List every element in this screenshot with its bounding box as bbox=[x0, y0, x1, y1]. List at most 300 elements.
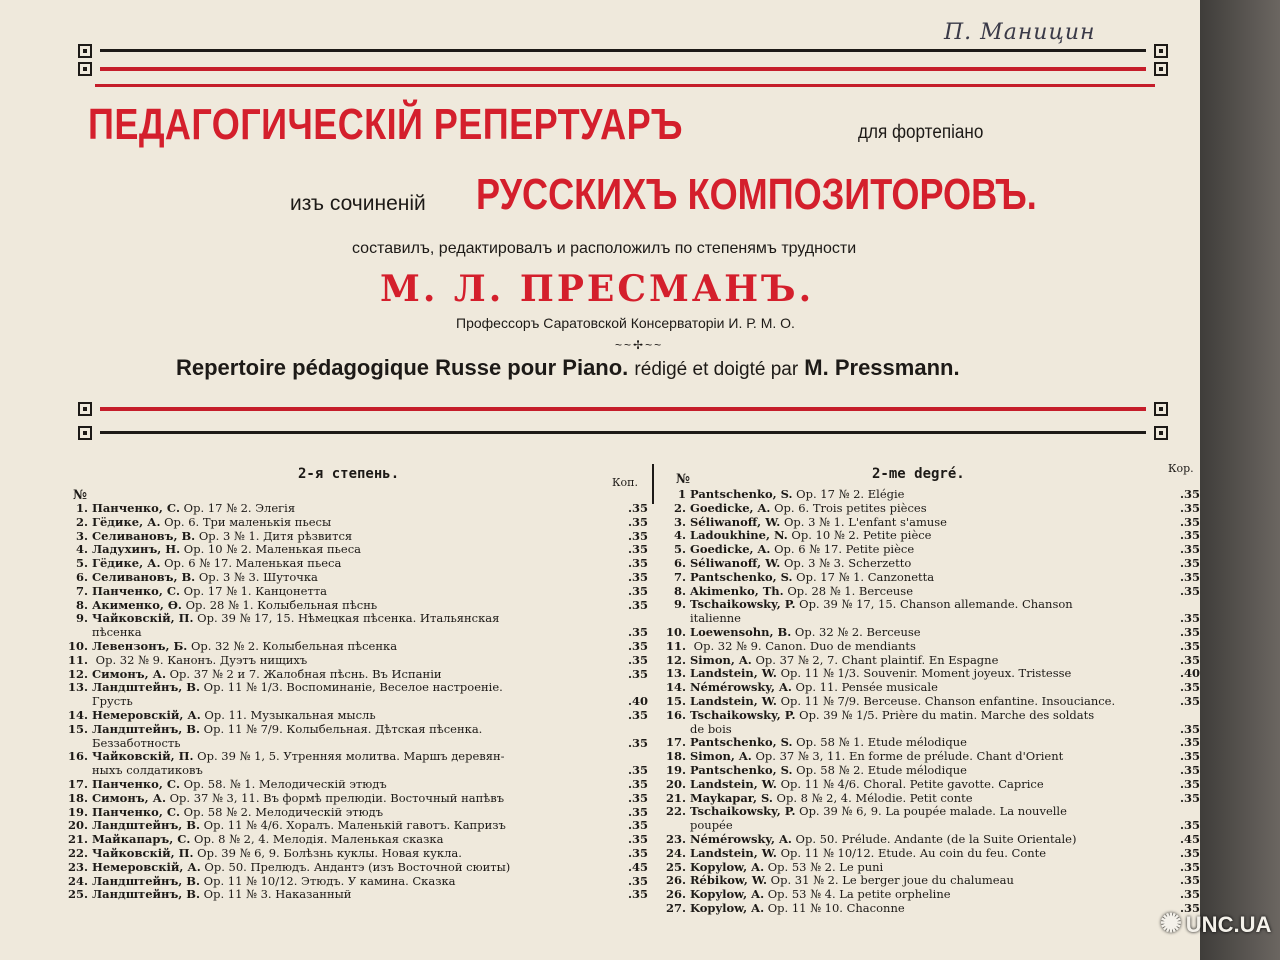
work-title: Op. 37 № 3, 11. En forme de prélude. Chant d'Orient bbox=[751, 750, 1064, 764]
list-item bbox=[660, 667, 1200, 681]
item-price: .35 bbox=[1177, 874, 1200, 888]
composer-name: Kopylow, A. bbox=[690, 860, 765, 874]
list-item bbox=[62, 640, 648, 654]
item-price: .35 bbox=[1177, 557, 1200, 571]
list-item bbox=[62, 612, 648, 626]
work-title: Ор. 11. Музыкальная мысль bbox=[200, 708, 376, 722]
watermark bbox=[1160, 908, 1271, 939]
work-title: Op. 6. Trois petites pièces bbox=[770, 501, 927, 515]
list-item bbox=[660, 695, 1200, 709]
item-number: 20. bbox=[67, 819, 88, 833]
work-title: Op. 50. Prélude. Andante (de la Suite Orientale) bbox=[791, 832, 1077, 846]
composer-name: Чайковскiй, П. bbox=[92, 846, 194, 860]
composer-name: Майкапаръ, С. bbox=[92, 833, 191, 847]
list-item bbox=[660, 888, 1200, 902]
composer-name: Чайковскiй, П. bbox=[92, 612, 194, 626]
list-item bbox=[62, 737, 648, 751]
title-ru-line2: РУССКИХЪ КОМПОЗИТОРОВЪ. bbox=[476, 170, 1037, 219]
work-title: Op. 11 № 10/12. Etude. Au coin du feu. Conte bbox=[776, 846, 1047, 860]
composer-name: Simon, A. bbox=[690, 653, 752, 667]
item-price: .35 bbox=[1177, 695, 1200, 709]
work-title: Ор. 8 № 2, 4. Мелодiя. Маленькая сказка bbox=[190, 833, 444, 847]
list-item bbox=[62, 861, 648, 875]
composer-name: Панченко, С. bbox=[92, 777, 181, 791]
composer-name: Tschaikowsky, P. bbox=[690, 805, 796, 819]
left-repertoire-list bbox=[62, 502, 648, 902]
item-price: .35 bbox=[1177, 516, 1200, 530]
item-price: .35 bbox=[1177, 654, 1200, 668]
list-item bbox=[62, 750, 648, 764]
item-number: 25. bbox=[67, 888, 88, 902]
work-title: Op. 53 № 2. Le puni bbox=[764, 860, 884, 874]
composer-name: Némérowsky, A. bbox=[690, 832, 792, 846]
item-price: .35 bbox=[1177, 888, 1200, 902]
work-title: Ор. 3 № 1. Дитя рѣзвится bbox=[195, 529, 353, 543]
item-number: 5. bbox=[673, 543, 686, 557]
item-price: .35 bbox=[1177, 792, 1200, 806]
ornament-icon: ~~✢~~ bbox=[615, 338, 664, 352]
list-item bbox=[62, 599, 648, 613]
work-title: de bois bbox=[690, 722, 732, 736]
item-price: .35 bbox=[625, 585, 648, 599]
item-number: 4. bbox=[75, 543, 88, 557]
item-number: 1. bbox=[75, 502, 88, 515]
item-price: .35 bbox=[625, 599, 648, 613]
item-number: 25. bbox=[665, 860, 686, 874]
list-item bbox=[62, 888, 648, 902]
work-title: Ор. 37 № 2 и 7. Жалобная пѣснь. Въ Испанiи bbox=[165, 667, 442, 681]
work-title: Ор. 3 № 3. Шуточка bbox=[195, 570, 318, 584]
watermark-text: UNC.UA bbox=[1185, 912, 1272, 937]
item-price: .35 bbox=[1177, 861, 1200, 875]
item-number: 6. bbox=[75, 570, 88, 584]
list-item bbox=[62, 654, 648, 668]
composer-name: Ландштейнъ, В. bbox=[92, 722, 201, 736]
item-price: .35 bbox=[1177, 847, 1200, 861]
composer-name: Goedicke, A. bbox=[690, 543, 771, 557]
divider-red bbox=[95, 84, 1155, 87]
page-edge-shadow bbox=[1200, 0, 1280, 960]
item-price: .35 bbox=[1177, 640, 1200, 654]
list-item bbox=[660, 571, 1200, 585]
border-square-icon bbox=[1154, 402, 1168, 416]
item-price: .35 bbox=[625, 778, 648, 792]
composer-name: Pantschenko, S. bbox=[690, 763, 793, 777]
composer-name: Ландштейнъ, В. bbox=[92, 874, 201, 888]
item-price: .35 bbox=[625, 888, 648, 902]
composer-name: Ландштейнъ, В. bbox=[92, 681, 201, 695]
composer-name: Симонъ, А. bbox=[92, 667, 166, 681]
work-title: Op. 3 № 1. L'enfant s'amuse bbox=[780, 515, 947, 529]
composer-name: Чайковскiй, П. bbox=[92, 750, 194, 764]
list-item bbox=[660, 516, 1200, 530]
composer-name: Tschaikowsky, P. bbox=[690, 708, 796, 722]
border-line bbox=[100, 431, 1146, 434]
list-item bbox=[660, 640, 1200, 654]
work-title: Ор. 11 № 10/12. Этюдъ. У камина. Сказка bbox=[200, 874, 456, 888]
list-item bbox=[660, 778, 1200, 792]
item-price: .35 bbox=[1177, 723, 1200, 737]
composer-name: Kopylow, A. bbox=[690, 901, 765, 915]
composer-name: Немеровскiй, А. bbox=[92, 860, 201, 874]
composer-name: Ладухинъ, Н. bbox=[92, 543, 181, 557]
item-price: .35 bbox=[625, 806, 648, 820]
item-price: .35 bbox=[625, 502, 648, 516]
work-title: Op. 53 № 4. La petite orpheline bbox=[764, 888, 951, 902]
composer-name: Гёдике, А. bbox=[92, 515, 161, 529]
author-name: М. Л. ПРЕСМАНЪ. bbox=[380, 268, 815, 310]
composer-name: Панченко, С. bbox=[92, 805, 181, 819]
list-item bbox=[62, 875, 648, 889]
work-title: Ор. 28 № 1. Колыбельная пѣснь bbox=[181, 598, 378, 612]
item-price: .35 bbox=[1177, 502, 1200, 516]
work-title: Ор. 11 № 3. Наказанный bbox=[200, 888, 352, 902]
item-number: 11. bbox=[67, 653, 88, 667]
item-price: .35 bbox=[1177, 764, 1200, 778]
work-title: Ор. 6. Три маленькiя пьесы bbox=[160, 515, 332, 529]
composer-name: Pantschenko, S. bbox=[690, 736, 793, 750]
list-item bbox=[62, 543, 648, 557]
composer-name: Акименко, Ѳ. bbox=[92, 598, 182, 612]
list-item bbox=[660, 709, 1200, 723]
list-item bbox=[660, 488, 1200, 502]
item-number: 19. bbox=[67, 805, 88, 819]
item-price: .35 bbox=[1177, 529, 1200, 543]
work-title: пѣсенка bbox=[92, 626, 142, 640]
item-number: 26. bbox=[665, 874, 686, 888]
list-item bbox=[62, 778, 648, 792]
item-number: 19. bbox=[665, 763, 686, 777]
list-item bbox=[62, 847, 648, 861]
item-price: .45 bbox=[1177, 833, 1200, 847]
item-price: .35 bbox=[625, 709, 648, 723]
bottom-border-2 bbox=[78, 426, 1168, 442]
item-number: 14. bbox=[665, 681, 686, 695]
border-square-icon bbox=[78, 62, 92, 76]
right-num-label: № bbox=[676, 472, 691, 487]
composer-name: Landstein, W. bbox=[690, 694, 777, 708]
item-price: .35 bbox=[1177, 543, 1200, 557]
composer-name: Séliwanoff, W. bbox=[690, 556, 781, 570]
item-number: 3. bbox=[75, 529, 88, 543]
work-title: Op. 39 № 1/5. Prière du matin. Marche des soldats bbox=[795, 708, 1095, 722]
composer-name: Селивановъ, В. bbox=[92, 529, 196, 543]
work-title: Ор. 10 № 2. Маленькая пьеса bbox=[180, 543, 362, 557]
list-item bbox=[660, 805, 1200, 819]
work-title: Ор. 58. № 1. Мелодическiй этюдъ bbox=[180, 777, 387, 791]
list-item bbox=[660, 902, 1200, 916]
work-title: Op. 58 № 2. Etude mélodique bbox=[792, 763, 967, 777]
item-number: 26. bbox=[665, 888, 686, 902]
title-french bbox=[176, 355, 960, 381]
item-number: 18. bbox=[665, 750, 686, 764]
list-item bbox=[62, 571, 648, 585]
list-item bbox=[62, 695, 648, 709]
border-square-icon bbox=[78, 44, 92, 58]
item-number: 20. bbox=[665, 777, 686, 791]
left-num-label: № bbox=[73, 488, 88, 503]
work-title: Op. 37 № 2, 7. Chant plaintif. En Espagne bbox=[751, 653, 999, 667]
item-price: .35 bbox=[625, 626, 648, 640]
composer-name: Landstein, W. bbox=[690, 846, 777, 860]
work-title: Ор. 11 № 1/3. Воспоминанiе, Веселое настроенiе. bbox=[200, 681, 503, 695]
professor-line: Профессоръ Саратовской Консерваторiи И. Р. М. О. bbox=[456, 315, 795, 331]
item-price: .35 bbox=[625, 737, 648, 751]
item-number: 21. bbox=[67, 833, 88, 847]
composer-name: Landstein, W. bbox=[690, 667, 777, 681]
item-price: .35 bbox=[625, 875, 648, 889]
work-title: ныхъ солдатиковъ bbox=[92, 764, 203, 778]
composer-name: Симонъ, А. bbox=[92, 791, 166, 805]
item-price: .35 bbox=[625, 819, 648, 833]
right-repertoire-list bbox=[660, 488, 1200, 916]
item-number: 2. bbox=[75, 515, 88, 529]
work-title: Ор. 39 № 17, 15. Нѣмецкая пѣсенка. Итальянская bbox=[193, 612, 500, 626]
list-item bbox=[660, 529, 1200, 543]
list-item bbox=[660, 612, 1200, 626]
list-item bbox=[660, 626, 1200, 640]
item-price: .35 bbox=[1177, 736, 1200, 750]
work-title: Op. 11 № 1/3. Souvenir. Moment joyeux. Tristesse bbox=[776, 667, 1072, 681]
work-title: Ор. 39 № 6, 9. Болѣзнь куклы. Новая кукла. bbox=[193, 846, 462, 860]
list-item bbox=[62, 626, 648, 640]
list-item bbox=[62, 806, 648, 820]
work-title: Op. 32 № 2. Berceuse bbox=[791, 625, 921, 639]
composer-name: Немеровскiй, А. bbox=[92, 708, 201, 722]
work-title: Op. 39 № 17, 15. Chanson allemande. Chanson bbox=[795, 598, 1073, 612]
item-price: .35 bbox=[625, 516, 648, 530]
item-number: 14. bbox=[67, 708, 88, 722]
work-title: Op. 17 № 2. Elégie bbox=[792, 488, 905, 501]
item-number: 7. bbox=[673, 570, 686, 584]
item-number: 2. bbox=[673, 501, 686, 515]
work-title: Ор. 11 № 7/9. Колыбельная. Дѣтская пѣсенка. bbox=[200, 722, 483, 736]
list-item bbox=[660, 792, 1200, 806]
work-title: Op. 32 № 9. Canon. Duo de mendiants bbox=[690, 639, 916, 653]
list-item bbox=[62, 709, 648, 723]
list-item bbox=[660, 847, 1200, 861]
work-title: Op. 11 № 7/9. Berceuse. Chanson enfantine. Insouciance. bbox=[776, 694, 1116, 708]
item-price: .35 bbox=[1177, 612, 1200, 626]
item-number: 5. bbox=[75, 557, 88, 571]
list-item bbox=[660, 681, 1200, 695]
right-column-heading: 2-me degré. bbox=[872, 466, 965, 482]
item-number: 12. bbox=[67, 667, 88, 681]
item-number: 15. bbox=[67, 722, 88, 736]
composer-name: Simon, A. bbox=[690, 750, 752, 764]
list-item bbox=[660, 543, 1200, 557]
title-ru-line1: ПЕДАГОГИЧЕСКIЙ РЕПЕРТУАРЪ bbox=[88, 100, 683, 149]
handwritten-signature: П. Маницин bbox=[944, 20, 1096, 45]
work-title: Op. 31 № 2. Le berger joue du chalumeau bbox=[767, 874, 1014, 888]
list-item bbox=[62, 681, 648, 695]
top-border-2 bbox=[78, 62, 1168, 78]
composer-name: Rébikow, W. bbox=[690, 874, 768, 888]
item-price: .35 bbox=[1177, 902, 1200, 916]
border-line-red bbox=[100, 67, 1146, 71]
item-number: 17. bbox=[665, 736, 686, 750]
item-number: 24. bbox=[67, 874, 88, 888]
list-item bbox=[62, 516, 648, 530]
work-title: Op. 17 № 1. Canzonetta bbox=[792, 570, 935, 584]
list-item bbox=[660, 764, 1200, 778]
list-item bbox=[660, 736, 1200, 750]
item-number: 8. bbox=[673, 584, 686, 598]
work-title: Ор. 37 № 3, 11. Въ формѣ прелюдiи. Восточный напѣвъ bbox=[165, 791, 505, 805]
item-number: 6. bbox=[673, 556, 686, 570]
item-number: 16. bbox=[665, 708, 686, 722]
list-item bbox=[62, 723, 648, 737]
item-price: .40 bbox=[1177, 667, 1200, 681]
item-price: .35 bbox=[1177, 488, 1200, 502]
composer-name: Ladoukhine, N. bbox=[690, 529, 788, 543]
item-price: .35 bbox=[625, 543, 648, 557]
list-item bbox=[62, 819, 648, 833]
top-border bbox=[78, 44, 1168, 60]
work-title: Ор. 17 № 2. Элегiя bbox=[180, 502, 296, 515]
composer-name: Maykapar, S. bbox=[690, 791, 773, 805]
composer-name: Goedicke, A. bbox=[690, 501, 771, 515]
item-price: .35 bbox=[625, 668, 648, 682]
work-title: Ор. 32 № 2. Колыбельная пѣсенка bbox=[187, 639, 398, 653]
work-title: Op. 3 № 3. Scherzetto bbox=[780, 556, 912, 570]
list-item bbox=[62, 668, 648, 682]
work-title: poupée bbox=[690, 819, 733, 833]
list-item bbox=[660, 723, 1200, 737]
item-number: 9. bbox=[673, 598, 686, 612]
list-item bbox=[660, 874, 1200, 888]
left-column-heading: 2-я степень. bbox=[298, 466, 400, 482]
work-title: Op. 6 № 17. Petite pièce bbox=[770, 543, 915, 557]
item-number: 15. bbox=[665, 694, 686, 708]
title-fr-author: M. Pressmann. bbox=[804, 355, 960, 380]
composer-name: Pantschenko, S. bbox=[690, 488, 793, 501]
list-item bbox=[660, 598, 1200, 612]
item-number: 22. bbox=[67, 846, 88, 860]
composer-name: Landstein, W. bbox=[690, 777, 777, 791]
work-title: Op. 11 № 4/6. Choral. Petite gavotte. Caprice bbox=[776, 777, 1044, 791]
work-title: Op. 11. Pensée musicale bbox=[791, 681, 938, 695]
item-number: 7. bbox=[75, 584, 88, 598]
work-title: Ор. 58 № 2. Мелодическiй этюдъ bbox=[180, 805, 384, 819]
list-item bbox=[62, 502, 648, 516]
composer-name: Панченко, С. bbox=[92, 502, 181, 515]
item-price: .35 bbox=[625, 640, 648, 654]
item-number: 8. bbox=[75, 598, 88, 612]
list-item bbox=[660, 585, 1200, 599]
composer-name: Kopylow, A. bbox=[690, 888, 765, 902]
composer-name: Loewensohn, B. bbox=[690, 625, 792, 639]
item-number: 11. bbox=[665, 639, 686, 653]
list-item bbox=[660, 557, 1200, 571]
item-price: .45 bbox=[625, 861, 648, 875]
list-item bbox=[62, 764, 648, 778]
item-price: .35 bbox=[1177, 626, 1200, 640]
title-ru-line2-prefix: изъ сочиненiй bbox=[290, 192, 426, 215]
work-title: Беззаботность bbox=[92, 736, 181, 750]
item-number: 18. bbox=[67, 791, 88, 805]
list-item bbox=[660, 861, 1200, 875]
item-price: .35 bbox=[1177, 681, 1200, 695]
item-number: 13. bbox=[67, 681, 88, 695]
work-title: Ор. 6 № 17. Маленькая пьеса bbox=[160, 557, 342, 571]
item-number: 23. bbox=[665, 832, 686, 846]
title-fr-main: Repertoire pédagogique Russe pour Piano. bbox=[176, 355, 629, 380]
item-price: .35 bbox=[1177, 571, 1200, 585]
compiled-by-line: составилъ, редактировалъ и расположилъ по степенямъ трудности bbox=[352, 240, 857, 257]
composer-name: Левензонъ, Б. bbox=[92, 639, 188, 653]
item-price: .35 bbox=[625, 764, 648, 778]
watermark-star-icon: ✺ bbox=[1160, 908, 1182, 938]
item-number: 17. bbox=[67, 777, 88, 791]
work-title: Ор. 39 № 1, 5. Утренняя молитва. Маршъ деревян- bbox=[193, 750, 505, 764]
border-square-icon bbox=[1154, 426, 1168, 440]
right-kop-label: Кор. bbox=[1168, 462, 1194, 475]
item-price: .35 bbox=[625, 530, 648, 544]
work-title: Грусть bbox=[92, 695, 133, 709]
bottom-border bbox=[78, 402, 1168, 418]
title-fr-mid: rédigé et doigté par bbox=[634, 359, 799, 380]
composer-name: Ландштейнъ, В. bbox=[92, 819, 201, 833]
item-number: 24. bbox=[665, 846, 686, 860]
composer-name: Tschaikowsky, P. bbox=[690, 598, 796, 612]
item-number: 12. bbox=[665, 653, 686, 667]
composer-name: Панченко, С. bbox=[92, 584, 181, 598]
work-title: Op. 39 № 6, 9. La poupée malade. La nouvelle bbox=[795, 805, 1067, 819]
work-title: Op. 58 № 1. Etude mélodique bbox=[792, 736, 967, 750]
item-number: 13. bbox=[665, 667, 686, 681]
item-number: 21. bbox=[665, 791, 686, 805]
item-price: .35 bbox=[625, 557, 648, 571]
composer-name: Гёдике, А. bbox=[92, 557, 161, 571]
composer-name: Akimenko, Th. bbox=[690, 584, 784, 598]
composer-name: Ландштейнъ, В. bbox=[92, 888, 201, 902]
item-number: 1 bbox=[677, 488, 686, 501]
item-price: .35 bbox=[625, 847, 648, 861]
work-title: Ор. 17 № 1. Канцонетта bbox=[180, 584, 328, 598]
list-item bbox=[660, 819, 1200, 833]
list-item bbox=[62, 585, 648, 599]
list-item bbox=[660, 654, 1200, 668]
item-number: 27. bbox=[665, 901, 686, 915]
item-price: .35 bbox=[1177, 585, 1200, 599]
work-title: Op. 10 № 2. Petite pièce bbox=[787, 529, 932, 543]
list-item bbox=[62, 530, 648, 544]
left-kop-label: Коп. bbox=[612, 476, 638, 489]
item-number: 10. bbox=[67, 639, 88, 653]
work-title: Op. 8 № 2, 4. Mélodie. Petit conte bbox=[772, 791, 973, 805]
item-price: .35 bbox=[625, 792, 648, 806]
composer-name: Séliwanoff, W. bbox=[690, 515, 781, 529]
border-square-icon bbox=[78, 402, 92, 416]
border-square-icon bbox=[1154, 44, 1168, 58]
item-number: 4. bbox=[673, 529, 686, 543]
list-item bbox=[62, 557, 648, 571]
title-ru-line1-suffix: для фортепiано bbox=[858, 122, 984, 143]
work-title: Ор. 32 № 9. Канонъ. Дуэтъ нищихъ bbox=[92, 653, 308, 667]
item-price: .35 bbox=[625, 833, 648, 847]
list-item bbox=[660, 833, 1200, 847]
item-number: 9. bbox=[75, 612, 88, 626]
border-line bbox=[100, 49, 1146, 52]
list-item bbox=[660, 502, 1200, 516]
composer-name: Селивановъ, В. bbox=[92, 570, 196, 584]
item-price: .35 bbox=[625, 654, 648, 668]
item-price: .35 bbox=[625, 571, 648, 585]
work-title: Op. 11 № 10. Chaconne bbox=[764, 901, 905, 915]
item-price: .35 bbox=[1177, 819, 1200, 833]
item-price: .35 bbox=[1177, 750, 1200, 764]
